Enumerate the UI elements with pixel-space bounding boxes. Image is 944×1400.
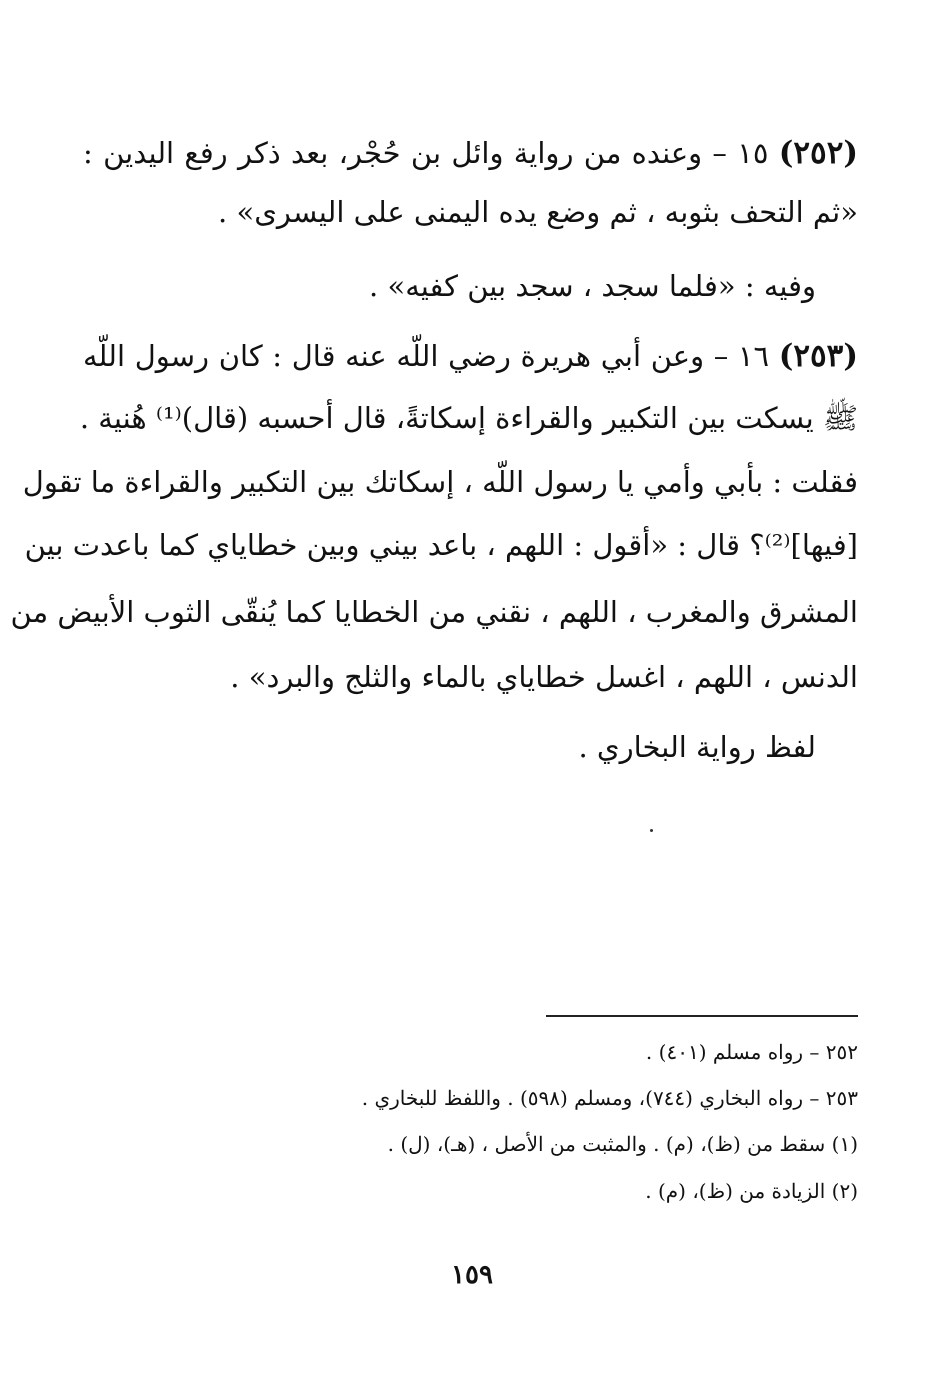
hadith-252-text-1: ١٥ – وعنده من رواية وائل بن حُجْر، بعد ذكر رفع اليدين : — [83, 136, 769, 170]
hadith-number-252: (٢٥٢) — [778, 135, 859, 171]
footnote-4: (٢) الزيادة من (ظ)، (م) . — [645, 1179, 858, 1203]
hadith-253-line-2: ﷺ يسكت بين التكبير والقراءة إسكاتةً، قال أحسبه (قال)⁽¹⁾ هُنية . — [79, 401, 858, 435]
hadith-253-line-6: الدنس ، اللهم ، اغسل خطاياي بالماء والثلج والبرد» . — [230, 660, 858, 694]
footnote-3: (١) سقط من (ظ)، (م) . والمثبت من الأصل ، (هـ)، (ل) . — [387, 1132, 858, 1156]
hadith-253-line-3: فقلت : بأبي وأمي يا رسول اللّه ، إسكاتك بين التكبير والقراءة ما تقول — [22, 465, 858, 499]
hadith-253-line-5: المشرق والمغرب ، اللهم ، نقني من الخطايا كما يُنقّى الثوب الأبيض من — [10, 595, 858, 629]
footnote-2: ٢٥٣ – رواه البخاري (٧٤٤)، ومسلم (٥٩٨) . واللفظ للبخاري . — [361, 1086, 858, 1110]
hadith-253-line-1 — [83, 336, 858, 376]
hadith-252-line-3: وفيه : «فلما سجد ، سجد بين كفيه» . — [369, 269, 816, 303]
print-speck — [650, 829, 653, 832]
hadith-253-attribution: لفظ رواية البخاري . — [578, 730, 816, 764]
hadith-253-text-1: ١٦ – وعن أبي هريرة رضي اللّه عنه قال : كان رسول اللّه — [83, 339, 770, 373]
hadith-253-line-4: [فيها]⁽²⁾؟ قال : «أقول : اللهم ، باعد بيني وبين خطاياي كما باعدت بين — [24, 528, 858, 562]
hadith-number-253: (٢٥٣) — [778, 338, 858, 374]
footnote-1: ٢٥٢ – رواه مسلم (٤٠١) . — [645, 1040, 858, 1064]
hadith-252-line-2: «ثم التحف بثوبه ، ثم وضع يده اليمنى على اليسرى» . — [218, 195, 858, 229]
hadith-252-line-1 — [83, 133, 858, 173]
footnote-divider — [546, 1015, 858, 1017]
page-number: ١٥٩ — [451, 1260, 493, 1290]
